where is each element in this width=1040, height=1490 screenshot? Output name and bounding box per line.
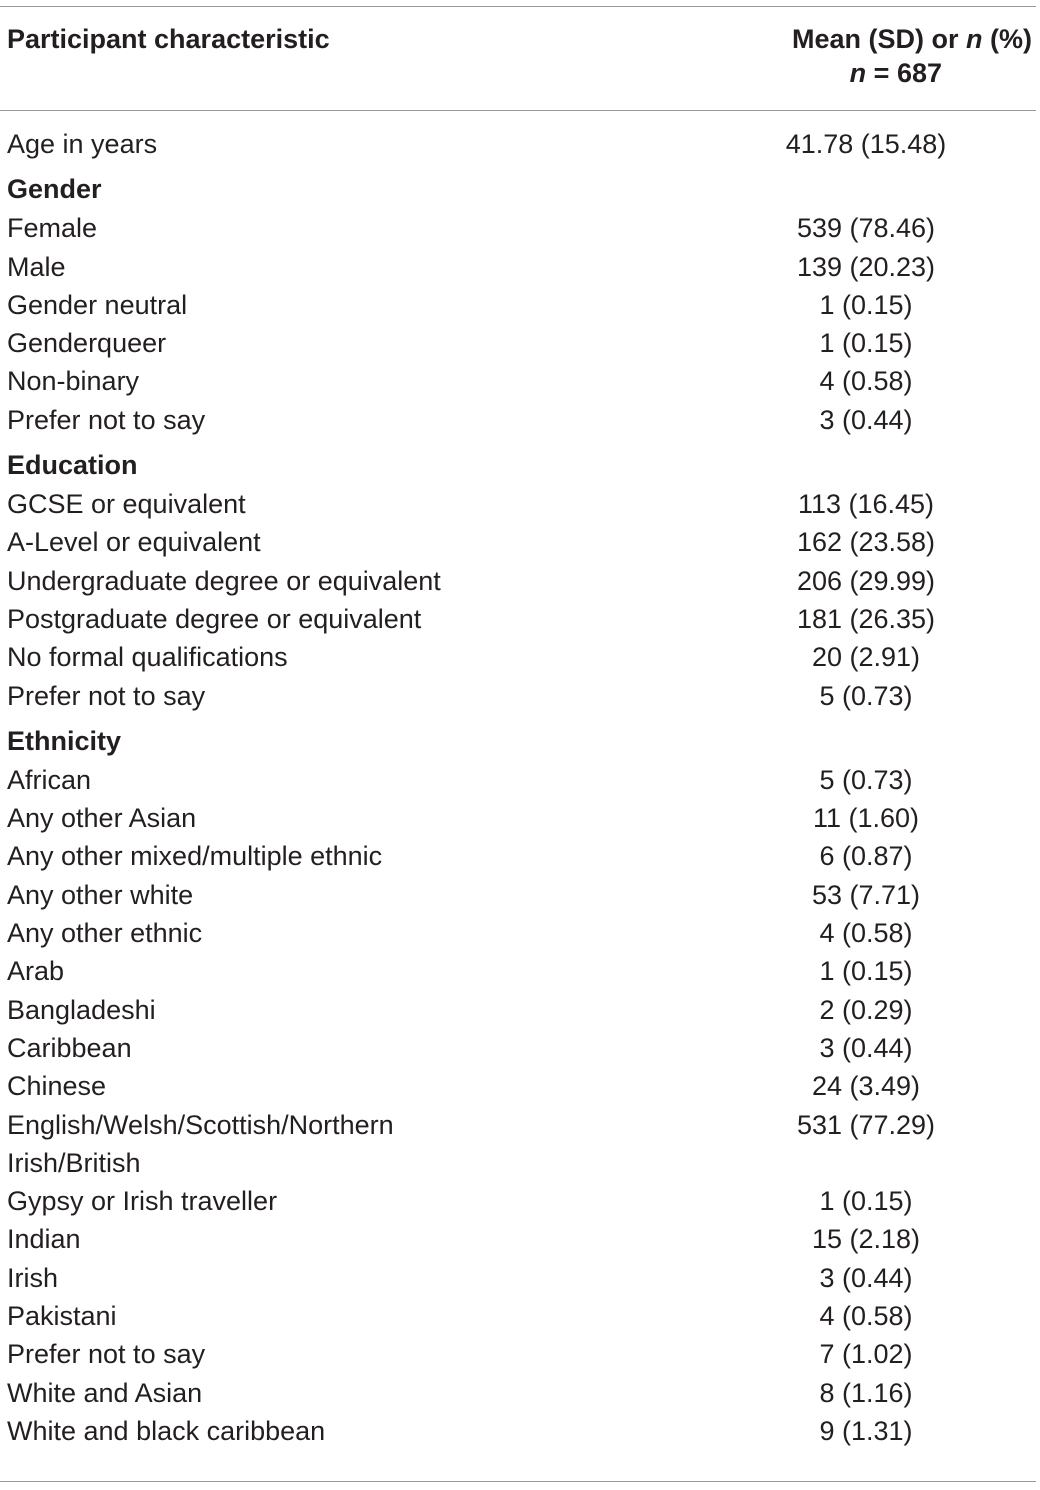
table-row (0, 837, 1040, 875)
row-value: 1 (0.15) (819, 328, 913, 359)
row-label: Male (7, 251, 66, 282)
table-row (0, 1029, 1040, 1067)
table-row (0, 799, 1040, 837)
table-group-header (0, 439, 1040, 485)
row-value: 4 (0.58) (819, 1301, 913, 1332)
header-text-n: n (966, 24, 983, 54)
row-value: 4 (0.58) (819, 366, 913, 397)
row-label: A-Level or equivalent (7, 527, 261, 558)
row-label: Prefer not to say (7, 680, 206, 711)
row-label: Prefer not to say (7, 404, 206, 435)
row-label: No formal qualifications (7, 642, 288, 673)
row-value: 206 (29.99) (796, 565, 936, 596)
table-row (0, 1182, 1040, 1220)
header-sample-size (712, 56, 1032, 90)
table-row (0, 600, 1040, 638)
row-value: 53 (7.71) (811, 879, 921, 910)
row-value: 1 (0.15) (819, 1186, 913, 1217)
table-row (0, 324, 1040, 362)
row-value: 41.78 (15.48) (785, 129, 947, 159)
row-label: Indian (7, 1224, 81, 1255)
table-row (0, 677, 1040, 715)
group-label: Education (7, 450, 138, 481)
table-row (0, 1374, 1040, 1412)
row-value: 1 (0.15) (819, 956, 913, 987)
row-label: Age in years (7, 129, 158, 159)
table-row (0, 125, 1040, 163)
group-label: Ethnicity (7, 725, 122, 756)
row-label: Pakistani (7, 1301, 117, 1332)
table-row (0, 952, 1040, 990)
table-row (0, 876, 1040, 914)
row-label: GCSE or equivalent (7, 489, 246, 520)
row-value: 11 (1.60) (812, 803, 920, 834)
row-value: 8 (1.16) (819, 1377, 913, 1408)
table-row (0, 761, 1040, 799)
row-label: White and black caribbean (7, 1415, 326, 1446)
column-header-statistic (712, 22, 1032, 90)
header-text-suffix: (%) (982, 24, 1032, 54)
row-value: 181 (26.35) (796, 603, 936, 634)
row-label: English/Welsh/Scottish/Northern Irish/British (7, 1109, 394, 1178)
table-row (0, 1297, 1040, 1335)
table-row (0, 401, 1040, 439)
table-row (0, 485, 1040, 523)
row-value: 2 (0.29) (819, 994, 913, 1025)
row-value: 3 (0.44) (819, 1262, 913, 1293)
table-row (0, 523, 1040, 561)
row-label: Caribbean (7, 1032, 132, 1063)
table-top-rule (0, 6, 1036, 7)
table-group-header (0, 163, 1040, 209)
table-row (0, 1067, 1040, 1105)
row-label: Irish (7, 1262, 59, 1293)
column-header-characteristic: Participant characteristic (7, 24, 330, 54)
header-sample-value: = 687 (866, 58, 942, 88)
table-row (0, 1412, 1040, 1450)
row-label: Chinese (7, 1071, 107, 1102)
table-bottom-rule (0, 1481, 1036, 1482)
row-value: 6 (0.87) (819, 841, 913, 872)
table-row (0, 209, 1040, 247)
row-value: 9 (1.31) (819, 1415, 913, 1446)
row-label: Undergraduate degree or equivalent (7, 565, 441, 596)
table-group-header (0, 715, 1040, 761)
row-label: Non-binary (7, 366, 140, 397)
table-row (0, 1106, 1040, 1183)
row-value: 3 (0.44) (819, 404, 913, 435)
table-row (0, 286, 1040, 324)
table-row (0, 362, 1040, 400)
row-label: Female (7, 213, 98, 244)
table-row (0, 1220, 1040, 1258)
row-label: Any other Asian (7, 803, 197, 834)
row-value: 3 (0.44) (819, 1032, 913, 1063)
row-label: Genderqueer (7, 328, 167, 359)
row-value: 24 (3.49) (811, 1071, 921, 1102)
row-value: 15 (2.18) (811, 1224, 921, 1255)
row-label: Gender neutral (7, 289, 188, 320)
table-row (0, 562, 1040, 600)
row-value: 4 (0.58) (819, 918, 913, 949)
table-row (0, 991, 1040, 1029)
row-value: 1 (0.15) (819, 289, 913, 320)
row-value: 139 (20.23) (796, 251, 936, 282)
row-label: Postgraduate degree or equivalent (7, 603, 422, 634)
table-row (0, 1335, 1040, 1373)
row-label: African (7, 764, 92, 795)
row-value: 539 (78.46) (796, 213, 936, 244)
header-text-prefix: Mean (SD) or (791, 24, 966, 54)
row-label: Any other ethnic (7, 918, 203, 949)
row-value: 162 (23.58) (796, 527, 936, 558)
table-row (0, 914, 1040, 952)
row-value: 20 (2.91) (811, 642, 921, 673)
row-value: 5 (0.73) (819, 764, 913, 795)
row-value: 5 (0.73) (819, 680, 913, 711)
header-sample-n: n (849, 58, 867, 88)
row-label: Bangladeshi (7, 994, 156, 1025)
row-label: Any other mixed/multiple ethnic (7, 841, 383, 872)
table-body (0, 125, 1040, 1450)
row-value: 7 (1.02) (819, 1339, 913, 1370)
row-label: Arab (7, 956, 65, 987)
group-label: Gender (7, 174, 102, 205)
row-label: Any other white (7, 879, 194, 910)
table-row (0, 1259, 1040, 1297)
row-label: Gypsy or Irish traveller (7, 1186, 278, 1217)
row-label: Prefer not to say (7, 1339, 206, 1370)
table-row (0, 638, 1040, 676)
table-row (0, 248, 1040, 286)
row-value: 113 (16.45) (797, 489, 935, 520)
row-value: 531 (77.29) (796, 1109, 936, 1140)
header-divider-rule (0, 110, 1036, 111)
row-label: White and Asian (7, 1377, 203, 1408)
